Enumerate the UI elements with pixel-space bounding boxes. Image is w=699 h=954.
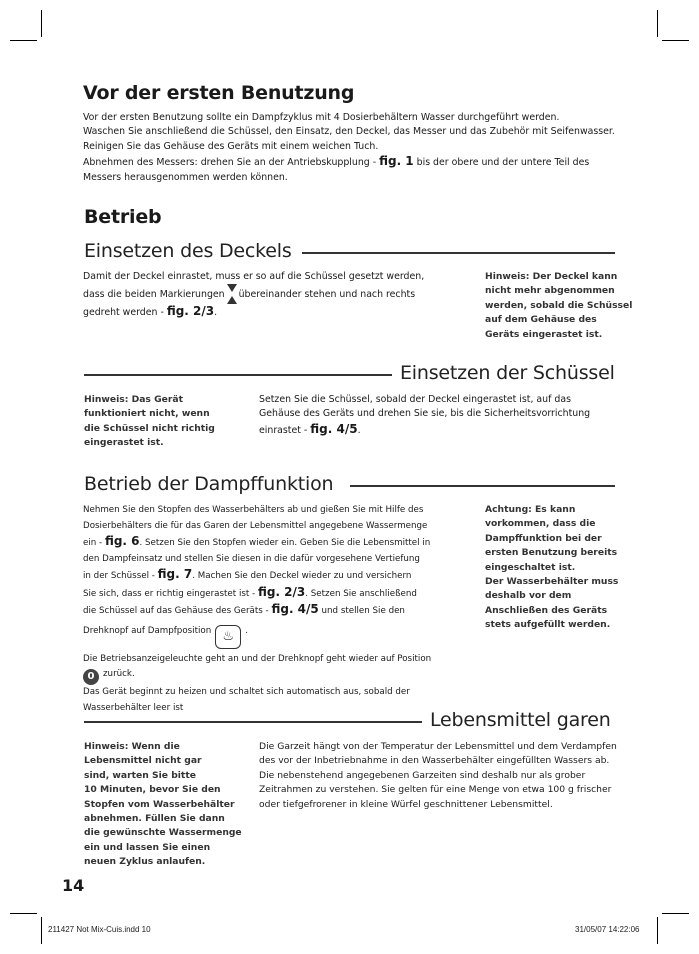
page-title: Vor der ersten Benutzung <box>83 82 355 104</box>
deckel-note: Hinweis: Der Deckel kann nicht mehr abgenommen werden, sobald die Schüssel auf dem Gehäuse des Geräts eingerastet ist. <box>485 271 633 340</box>
heading-garen: Lebensmittel garen <box>430 709 611 731</box>
text-line: Die nebenstehend angegebenen Garzeiten sind deshalb nur als grober <box>259 769 586 781</box>
text-line: Die Betriebsanzeigeleuchte geht an und der Drehknopf geht wieder auf Position <box>83 653 432 664</box>
text-line: Setzen Sie die Schüssel, sobald der Deckel eingerastet ist, auf das <box>259 394 571 405</box>
text-line: ein - fig. 6. Setzen Sie den Stopfen wieder ein. Geben Sie die Lebensmittel in <box>83 534 431 548</box>
text-line: Sie sich, dass er richtig eingerastet ist - fig. 2/3. Setzen Sie anschließend <box>83 584 417 599</box>
fig-ref: fig. 1 <box>379 154 414 169</box>
heading-rule <box>302 252 615 254</box>
fig-ref: fig. 7 <box>157 567 193 581</box>
fig-ref: fig. 6 <box>104 534 140 548</box>
intro-line: Waschen Sie anschließend die Schüssel, den Einsatz, den Deckel, das Messer und das Zubehör mit Seifenwasser. <box>83 126 615 138</box>
footer-date: 31/05/07 14:22:06 <box>575 925 640 934</box>
intro-line: Vor der ersten Benutzung sollte ein Dampfzyklus mit 4 Dosierbehältern Wasser durchgeführt werden. <box>83 112 560 123</box>
text-line: Damit der Deckel einrastet, muss er so auf die Schüssel gesetzt werden, <box>83 271 425 282</box>
crop-mark <box>10 913 37 914</box>
heading-rule <box>84 374 392 376</box>
heading-dampf: Betrieb der Dampffunktion <box>84 473 334 495</box>
fig-ref: fig. 2/3 <box>166 304 215 319</box>
text-line: oder tiefgefrorener in kleine Würfel geschnittener Lebensmittel. <box>259 798 553 810</box>
crop-mark <box>657 10 658 37</box>
position-zero-icon: 0 <box>83 669 99 685</box>
section-title-betrieb: Betrieb <box>84 206 162 228</box>
text-line: 0 zurück. <box>83 667 443 685</box>
fig-ref: fig. 4/5 <box>271 602 319 616</box>
crop-mark <box>41 10 42 37</box>
text-line: Drehknopf auf Dampfposition ♨ . <box>83 624 443 649</box>
fig-ref: fig. 4/5 <box>310 421 358 436</box>
page-number: 14 <box>62 876 85 895</box>
garen-text <box>259 740 629 812</box>
footer-file: 211427 Not Mix-Cuis.indd 10 <box>48 925 151 934</box>
alignment-markers-icon <box>227 284 237 304</box>
heading-schuessel: Einsetzen der Schüssel <box>400 362 615 384</box>
text-line: in der Schüssel - fig. 7. Machen Sie den Deckel wieder zu und versichern <box>83 567 412 581</box>
schuessel-text <box>259 393 629 438</box>
text-line: Das Gerät beginnt zu heizen und schaltet sich automatisch aus, sobald der <box>83 687 410 697</box>
dampf-note: Achtung: Es kann vorkommen, dass die Dampffunktion bei der ersten Benutzung bereits eingeschaltet ist. Der Wasserbehälter muss deshalb vor dem Anschließen des Geräts stets aufgefüllt werden. <box>485 504 619 631</box>
text-line: Zeitrahmen zu verstehen. Sie gelten für eine Menge von etwa 100 g frischer <box>259 784 612 796</box>
text-line: gedreht werden - fig. 2/3. <box>83 304 218 319</box>
heading-deckel: Einsetzen des Deckels <box>84 240 292 262</box>
text-line: des vor der Inbetriebnahme in den Wasserbehälter eingefüllten Wassers ab. <box>259 755 610 767</box>
intro-line: Reinigen Sie das Gehäuse des Geräts mit einem weichen Tuch. <box>83 140 379 152</box>
heading-rule <box>84 721 422 723</box>
intro-line: Abnehmen des Messers: drehen Sie an der Antriebskupplung - fig. 1 bis der obere und der untere Teil des <box>83 154 590 169</box>
garen-note: Hinweis: Wenn die Lebensmittel nicht gar sind, warten Sie bitte 10 Minuten, bevor Sie den Stopfen vom Wasserbehälter abnehmen. Füllen Sie dann die gewünschte Wassermenge ein und lassen Sie einen neuen Zyklus anlaufen. <box>84 741 242 868</box>
text-line: Wasserbehälter leer ist <box>83 702 184 713</box>
text-line: Gehäuse des Geräts und drehen Sie sie, bis die Sicherheitsvorrichtung <box>259 408 591 420</box>
text-line: die Schüssel auf das Gehäuse des Geräts - fig. 4/5 und stellen Sie den <box>83 602 405 616</box>
text-line: dass die beiden Markierungen übereinander stehen und nach rechts <box>83 284 453 304</box>
deckel-text <box>83 270 453 321</box>
crop-mark <box>662 40 689 41</box>
text-line: Dosierbehälters die für das Garen der Lebensmittel angegebene Wassermenge <box>83 520 428 531</box>
schuessel-note: Hinweis: Das Gerät funktioniert nicht, wenn die Schüssel nicht richtig eingerastet ist. <box>84 394 215 449</box>
crop-mark <box>662 913 689 914</box>
text-line: einrastet - fig. 4/5. <box>259 421 361 436</box>
text-line: Nehmen Sie den Stopfen des Wasserbehälters ab und gießen Sie mit Hilfe des <box>83 505 424 515</box>
text-line: den Dampfeinsatz und stellen Sie diesen in die dafür vorgesehene Vertiefung <box>83 553 420 564</box>
fig-ref: fig. 2/3 <box>257 584 306 599</box>
steam-knob-icon: ♨ <box>215 625 241 649</box>
crop-mark <box>657 917 658 944</box>
crop-mark <box>10 40 37 41</box>
intro-text <box>83 111 623 185</box>
intro-line: Messers herausgenommen werden können. <box>83 171 288 183</box>
text-line: Die Garzeit hängt von der Temperatur der Lebensmittel und dem Verdampfen <box>259 741 617 752</box>
crop-mark <box>41 917 42 944</box>
heading-rule <box>350 485 615 487</box>
dampf-text <box>83 503 443 716</box>
